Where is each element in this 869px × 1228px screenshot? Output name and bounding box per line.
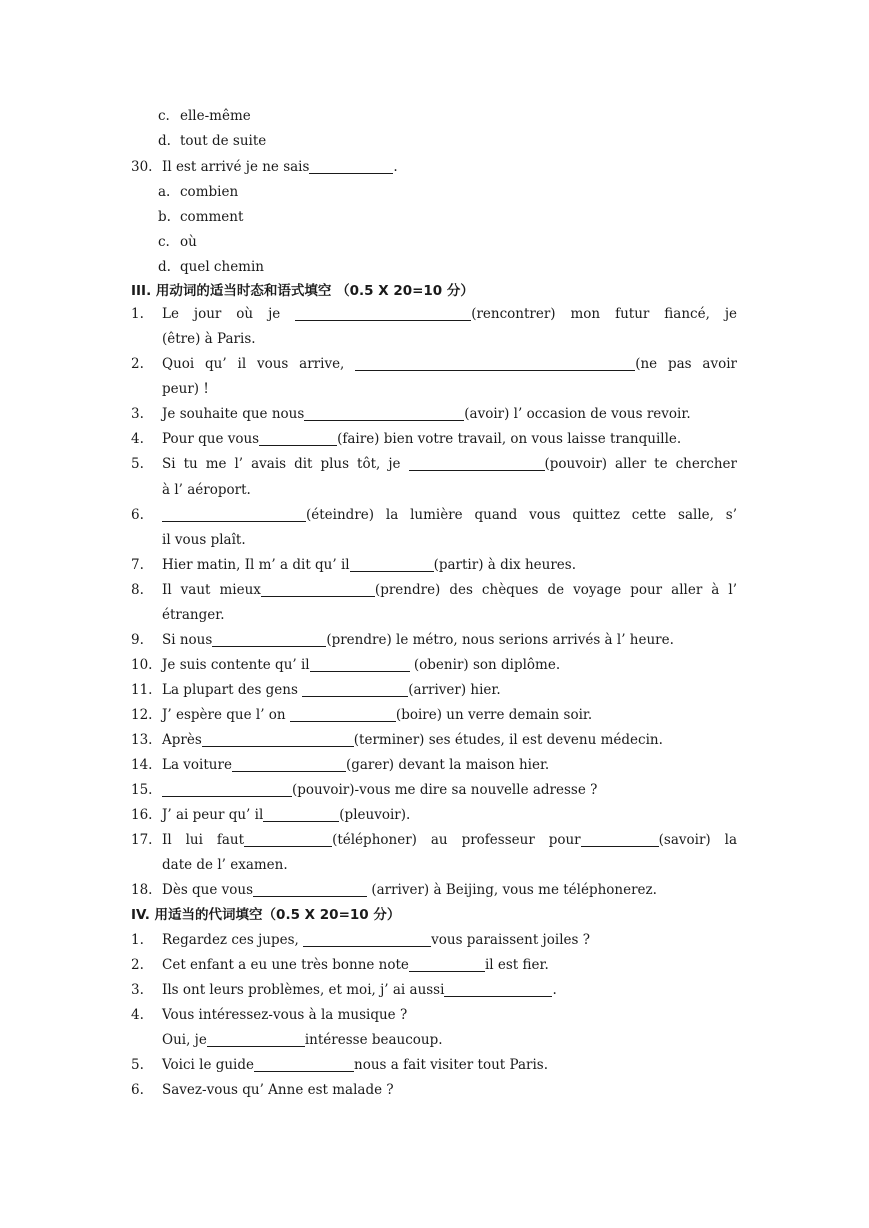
- item-number: 8.: [131, 582, 144, 598]
- answer-blank[interactable]: [244, 831, 332, 847]
- exercise-item-continuation: [0, 1028, 869, 1053]
- option-text: elle-même: [180, 108, 251, 124]
- section-4-heading: [0, 903, 869, 928]
- item-text: La voiture (garer) devant la maison hier.: [162, 757, 550, 773]
- exercise-item: [0, 653, 869, 678]
- answer-blank[interactable]: [162, 781, 292, 797]
- item-text: Dès que vous (arriver) à Beijing, vous me téléphonerez.: [162, 882, 657, 898]
- option-row: [0, 180, 869, 205]
- item-text: Je suis contente qu’ il (obenir) son diplôme.: [162, 657, 561, 673]
- option-row: [0, 255, 869, 280]
- option-text: combien: [180, 184, 239, 200]
- item-number: 15.: [131, 782, 153, 798]
- item-number: 18.: [131, 882, 153, 898]
- item-text: Si nous (prendre) le métro, nous serions arrivés à l’ heure.: [162, 632, 674, 648]
- exercise-item: [0, 678, 869, 703]
- item-number: 5.: [131, 456, 144, 472]
- option-letter: c.: [158, 108, 170, 124]
- option-row: [0, 104, 869, 129]
- question-number: 30.: [131, 159, 153, 175]
- option-letter: d.: [158, 259, 171, 275]
- exercise-item-continuation: [0, 377, 869, 402]
- exercise-item: [0, 828, 869, 853]
- option-letter: d.: [158, 133, 171, 149]
- item-number: 16.: [131, 807, 153, 823]
- item-number: 12.: [131, 707, 153, 723]
- answer-blank[interactable]: [259, 430, 337, 446]
- section-title: IV. 用适当的代词填空（0.5 X 20=10 分）: [131, 907, 401, 923]
- item-text: La plupart des gens (arriver) hier.: [162, 682, 501, 698]
- exercise-item: [0, 753, 869, 778]
- option-text: où: [180, 234, 197, 250]
- option-text: quel chemin: [180, 259, 264, 275]
- item-text: Il lui faut (téléphoner) au professeur pour (savoir) la: [162, 832, 737, 848]
- item-text: Le jour où je (rencontrer) mon futur fiancé, je: [162, 306, 737, 322]
- exercise-item: [0, 402, 869, 427]
- item-number: 4.: [131, 431, 144, 447]
- item-number: 14.: [131, 757, 153, 773]
- item-number: 2.: [131, 957, 144, 973]
- item-text: Hier matin, Il m’ a dit qu’ il (partir) à dix heures.: [162, 557, 577, 573]
- item-text: Voici le guide nous a fait visiter tout Paris.: [162, 1057, 548, 1073]
- item-number: 1.: [131, 932, 144, 948]
- section-3-heading: [0, 279, 869, 304]
- exercise-item: [0, 452, 869, 477]
- section-title: III. 用动词的适当时态和语式填空 （0.5 X 20=10 分）: [131, 283, 474, 299]
- item-text: J’ espère que l’ on (boire) un verre demain soir.: [162, 707, 593, 723]
- exercise-item-continuation: [0, 478, 869, 503]
- item-number: 6.: [131, 1082, 144, 1098]
- exercise-item: [0, 928, 869, 953]
- exercise-item: [0, 878, 869, 903]
- answer-blank[interactable]: [444, 981, 552, 997]
- exercise-item: [0, 503, 869, 528]
- exercise-item-continuation: [0, 528, 869, 553]
- item-number: 3.: [131, 406, 144, 422]
- question-30: [0, 155, 869, 180]
- item-text: Je souhaite que nous (avoir) l’ occasion de vous revoir.: [162, 406, 691, 422]
- exercise-item: [0, 778, 869, 803]
- item-text: J’ ai peur qu’ il (pleuvoir).: [162, 807, 411, 823]
- exercise-item: [0, 578, 869, 603]
- exercise-item: [0, 302, 869, 327]
- item-text: Après (terminer) ses études, il est devenu médecin.: [162, 732, 663, 748]
- item-number: 5.: [131, 1057, 144, 1073]
- option-letter: c.: [158, 234, 170, 250]
- exercise-item: [0, 728, 869, 753]
- item-number: 10.: [131, 657, 153, 673]
- option-letter: a.: [158, 184, 171, 200]
- item-number: 7.: [131, 557, 144, 573]
- item-number: 17.: [131, 832, 153, 848]
- answer-blank[interactable]: [290, 706, 396, 722]
- item-text: (être) à Paris.: [162, 331, 256, 347]
- item-number: 11.: [131, 682, 153, 698]
- item-text: Regardez ces jupes, vous paraissent joiles ?: [162, 932, 590, 948]
- option-letter: b.: [158, 209, 171, 225]
- answer-blank[interactable]: [350, 556, 434, 572]
- exercise-item-continuation: [0, 853, 869, 878]
- answer-blank[interactable]: [162, 506, 306, 522]
- answer-blank[interactable]: [295, 305, 471, 321]
- option-row: [0, 129, 869, 154]
- item-number: 4.: [131, 1007, 144, 1023]
- exercise-item: [0, 953, 869, 978]
- exercise-item: [0, 352, 869, 377]
- answer-blank[interactable]: [355, 355, 635, 371]
- answer-blank[interactable]: [304, 405, 464, 421]
- item-text: Vous intéressez-vous à la musique ?: [162, 1007, 408, 1023]
- answer-blank[interactable]: [302, 681, 408, 697]
- exercise-item: [0, 978, 869, 1003]
- item-text: Cet enfant a eu une très bonne note il est fier.: [162, 957, 549, 973]
- item-text: à l’ aéroport.: [162, 482, 251, 498]
- answer-blank[interactable]: [309, 158, 393, 174]
- exercise-item: [0, 553, 869, 578]
- item-text: étranger.: [162, 607, 225, 623]
- exercise-item: [0, 628, 869, 653]
- item-text: date de l’ examen.: [162, 857, 288, 873]
- exercise-item: [0, 427, 869, 452]
- item-text: peur) !: [162, 381, 209, 397]
- item-number: 2.: [131, 356, 144, 372]
- answer-blank[interactable]: [581, 831, 659, 847]
- option-row: [0, 205, 869, 230]
- answer-blank[interactable]: [202, 731, 354, 747]
- item-text: (pouvoir)-vous me dire sa nouvelle adresse ?: [162, 778, 737, 803]
- exercise-item-continuation: [0, 327, 869, 352]
- exercise-item: [0, 1003, 869, 1028]
- option-text: comment: [180, 209, 244, 225]
- answer-blank[interactable]: [303, 931, 431, 947]
- item-text: Savez-vous qu’ Anne est malade ?: [162, 1082, 394, 1098]
- exercise-item: [0, 803, 869, 828]
- answer-blank[interactable]: [409, 455, 545, 471]
- answer-blank[interactable]: [253, 881, 367, 897]
- item-text: Ils ont leurs problèmes, et moi, j’ ai aussi .: [162, 982, 557, 998]
- item-text: il vous plaît.: [162, 532, 246, 548]
- exercise-item: [0, 703, 869, 728]
- item-text: Il vaut mieux (prendre) des chèques de voyage pour aller à l’: [162, 582, 737, 598]
- item-number: 9.: [131, 632, 144, 648]
- answer-blank[interactable]: [254, 1056, 354, 1072]
- item-number: 6.: [131, 507, 144, 523]
- exercise-item: [0, 1053, 869, 1078]
- item-number: 13.: [131, 732, 153, 748]
- exercise-item-continuation: [0, 603, 869, 628]
- answer-blank[interactable]: [409, 956, 485, 972]
- answer-blank[interactable]: [212, 631, 326, 647]
- answer-blank[interactable]: [310, 656, 410, 672]
- item-text: Oui, je intéresse beaucoup.: [162, 1032, 443, 1048]
- answer-blank[interactable]: [263, 806, 339, 822]
- answer-blank[interactable]: [207, 1031, 305, 1047]
- answer-blank[interactable]: [261, 581, 375, 597]
- item-text: Quoi qu’ il vous arrive, (ne pas avoir: [162, 356, 737, 372]
- option-row: [0, 230, 869, 255]
- item-text: Pour que vous (faire) bien votre travail, on vous laisse tranquille.: [162, 431, 682, 447]
- question-text: Il est arrivé je ne sais .: [162, 159, 398, 175]
- answer-blank[interactable]: [232, 756, 346, 772]
- item-text: (éteindre) la lumière quand vous quittez cette salle, s’: [162, 503, 737, 528]
- item-text: Si tu me l’ avais dit plus tôt, je (pouvoir) aller te chercher: [162, 456, 737, 472]
- item-number: 3.: [131, 982, 144, 998]
- option-text: tout de suite: [180, 133, 267, 149]
- exercise-item: [0, 1078, 869, 1103]
- item-number: 1.: [131, 306, 144, 322]
